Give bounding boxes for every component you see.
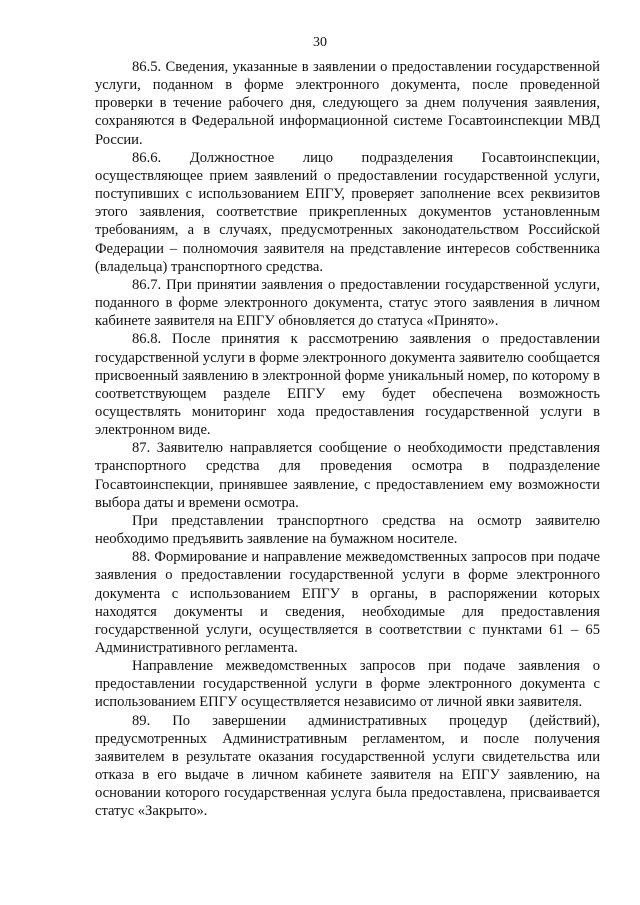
paragraph-88: 88. Формирование и направление межведомственных запросов при подаче заявления о предоставлении государственной услуги в форме электронного документа с использованием ЕПГУ в органы, в распоряжении которых находятся документы и сведения, необходимые для предоставления государственной услуги, осуществляется в соответствии с пунктами 61 – 65 Административного регламента.	[95, 549, 600, 656]
page-number: 30	[313, 35, 327, 50]
document-body	[95, 58, 600, 821]
paragraph-86-8: 86.8. После принятия к рассмотрению заявления о предоставлении государственной услуги в форме электронного документа заявителю сообщается присвоенный заявлению в электронной форме уникальный номер, по которому в соответствующем разделе ЕПГУ ему будет обеспечена возможность осуществлять мониторинг хода предоставления государственной услуги в электронном виде.	[95, 331, 600, 439]
paragraph-86-7: 86.7. При принятии заявления о предоставлении государственной услуги, поданного в форме электронного документа, статус этого заявления в личном кабинете заявителя на ЕПГУ обновляется до статуса «Принято».	[95, 276, 600, 330]
paragraph-87: 87. Заявителю направляется сообщение о необходимости представления транспортного средства для проведения осмотра в подразделение Госавтоинспекции, принявшее заявление, с предоставлением ему возможности выбора даты и времени осмотра.	[95, 440, 600, 511]
paragraph-89: 89. По завершении административных процедур (действий), предусмотренных Административным регламентом, и после получения заявителем в результате оказания государственной услуги свидетельства или отказа в его выдаче в личном кабинете заявителя на ЕПГУ заявлению, на основании которого государственная услуга была предоставлена, присваивается статус «Закрыто».	[95, 712, 600, 820]
paragraph-86-5: 86.5. Сведения, указанные в заявлении о предоставлении государственной услуги, поданном в форме электронного документа, после проведенной проверки в течение рабочего дня, следующего за днем получения заявления, сохраняются в Федеральной информационной системе Госавтоинспекции МВД России.	[95, 59, 600, 148]
paragraph-87-inspection: При представлении транспортного средства на осмотр заявителю необходимо предъявить заявление на бумажном носителе.	[95, 512, 600, 548]
paragraph-86-6: 86.6. Должностное лицо подразделения Госавтоинспекции, осуществляющее прием заявлений о предоставлении государственной услуги, поступивших с использованием ЕПГУ, проверяет заполнение всех реквизитов этого заявления, соответствие прикрепленных документов установленным требованиям, а в случаях, предусмотренных законодательством Российской Федерации – полномочия заявителя на представление интересов собственника (владельца) транспортного средства.	[95, 149, 600, 275]
paragraph-88-requests: Направление межведомственных запросов при подаче заявления о предоставлении государственной услуги в форме электронного документа с использованием ЕПГУ осуществляется независимо от личной явки заявителя.	[95, 658, 600, 711]
